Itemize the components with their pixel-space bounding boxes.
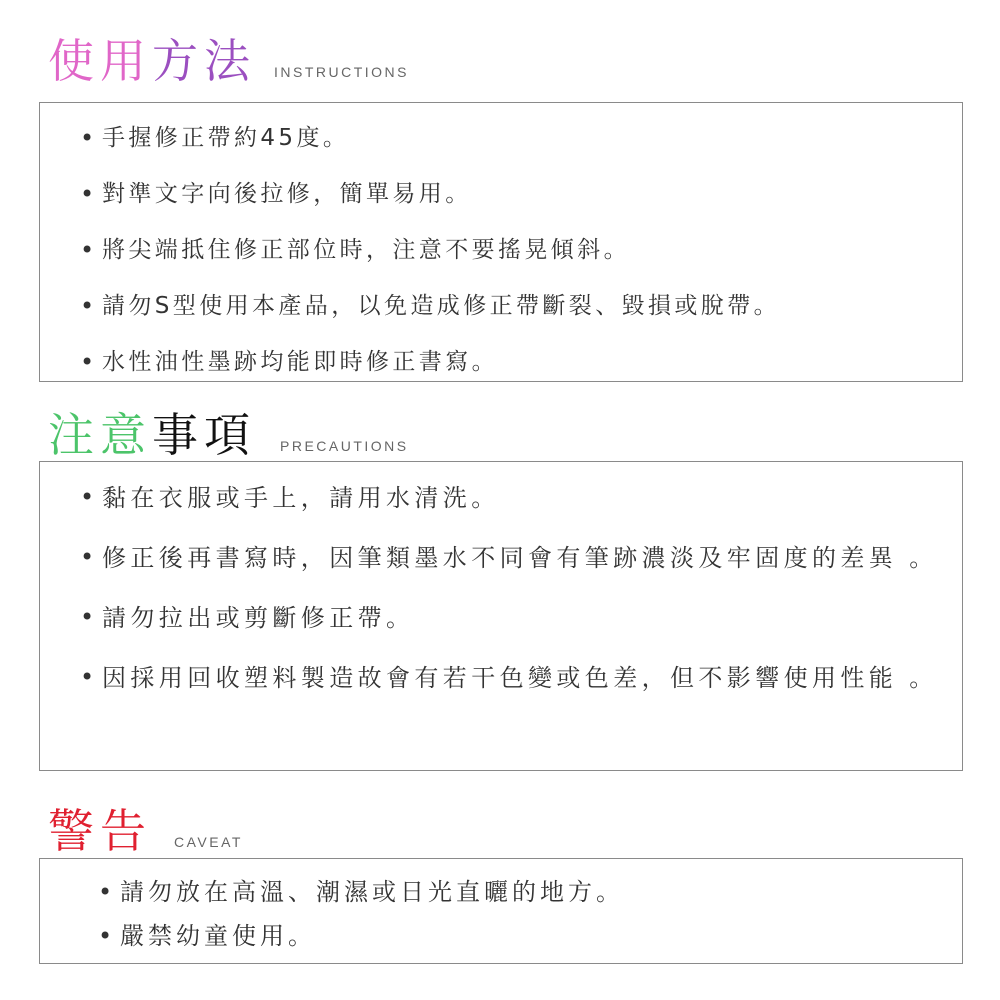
list-item-text: 因採用回收塑料製造故會有若干色變或色差，但不影響使用性能 。 (102, 664, 938, 692)
caveat-box (39, 858, 963, 964)
list-item (80, 480, 942, 516)
bullet-dot: • (80, 236, 99, 264)
caveat-title-part1: 警告 (48, 804, 152, 858)
instructions-title (48, 34, 256, 88)
list-item-text: 請勿S型使用本產品，以免造成修正帶斷裂、毀損或脫帶。 (102, 293, 780, 319)
precautions-title-part1: 注意 (48, 408, 152, 462)
list-item-text: 黏在衣服或手上，請用水清洗。 (102, 484, 500, 512)
bullet-dot: • (80, 292, 99, 320)
instructions-title-part1: 使用 (48, 34, 152, 88)
list-item-text: 請勿拉出或剪斷修正帶。 (102, 604, 415, 632)
list-item-text: 將尖端抵住修正部位時，注意不要搖晃傾斜。 (102, 237, 630, 263)
list-item (80, 660, 942, 696)
list-item-text: 修正後再書寫時，因筆類墨水不同會有筆跡濃淡及牢固度的差異 。 (102, 544, 938, 572)
bullet-dot: • (80, 603, 99, 631)
list-item-text: 手握修正帶約45度。 (102, 125, 350, 151)
list-item-text: 請勿放在高溫、潮濕或日光直曬的地方。 (120, 878, 624, 906)
caveat-heading (48, 804, 243, 858)
instructions-list (40, 103, 962, 379)
list-item (98, 919, 962, 953)
instructions-heading (48, 34, 409, 88)
instructions-title-part2: 方法 (152, 34, 256, 88)
precautions-box (39, 461, 963, 771)
list-item-text: 嚴禁幼童使用。 (120, 922, 316, 950)
precautions-list (40, 462, 962, 696)
bullet-dot: • (80, 180, 99, 208)
bullet-dot: • (80, 663, 99, 691)
list-item (80, 233, 962, 267)
instructions-subtitle: INSTRUCTIONS (274, 64, 409, 80)
list-item (80, 345, 962, 379)
precautions-subtitle: PRECAUTIONS (280, 438, 409, 454)
list-item (80, 289, 962, 323)
bullet-dot: • (80, 543, 99, 571)
precautions-title-part2: 事項 (152, 408, 256, 462)
list-item-text: 對準文字向後拉修，簡單易用。 (102, 181, 472, 207)
instructions-box (39, 102, 963, 382)
bullet-dot: • (80, 483, 99, 511)
list-item (80, 121, 962, 155)
caveat-title (48, 804, 152, 858)
list-item (80, 177, 962, 211)
list-item (98, 875, 962, 909)
bullet-dot: • (80, 124, 99, 152)
bullet-dot: • (98, 878, 117, 906)
list-item-text: 水性油性墨跡均能即時修正書寫。 (102, 349, 498, 375)
precautions-title (48, 408, 256, 462)
precautions-heading (48, 408, 409, 462)
bullet-dot: • (98, 922, 117, 950)
bullet-dot: • (80, 348, 99, 376)
list-item (80, 540, 942, 576)
list-item (80, 600, 942, 636)
caveat-list (40, 859, 962, 953)
caveat-subtitle: CAVEAT (174, 834, 243, 850)
